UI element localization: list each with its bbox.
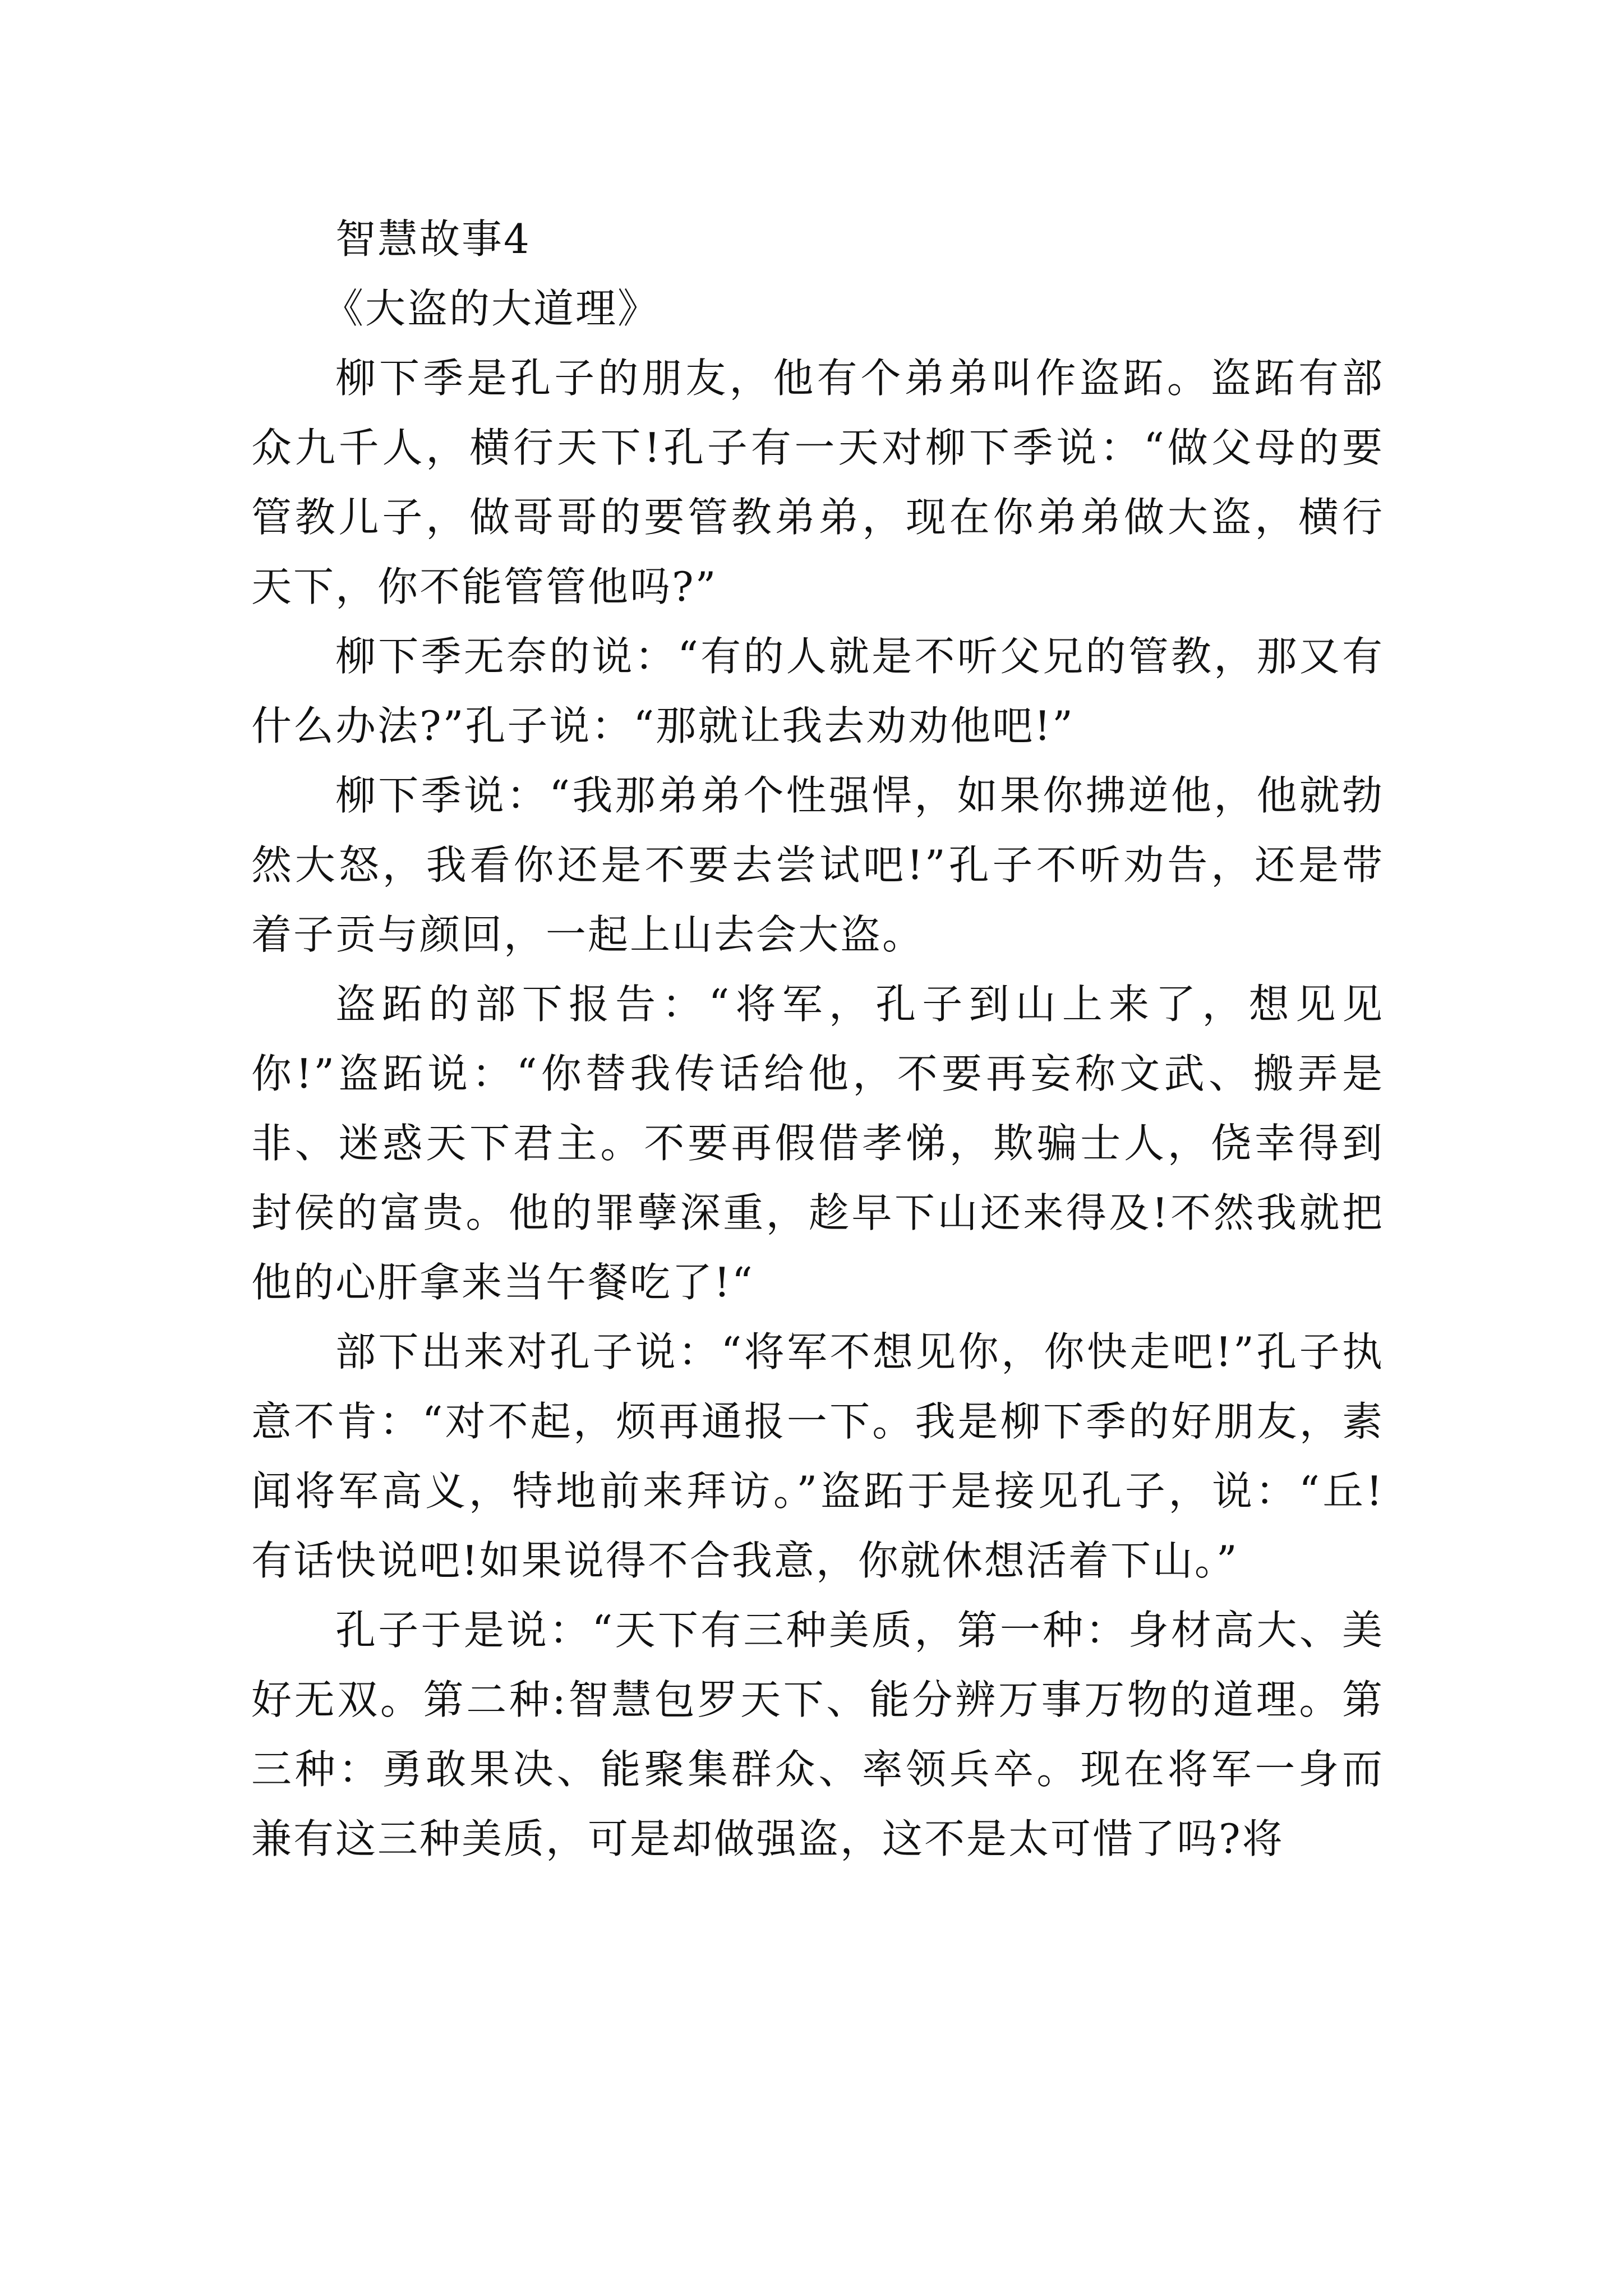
document-body bbox=[251, 204, 1384, 1874]
paragraph-3: 柳下季说：“我那弟弟个性强悍，如果你拂逆他，他就勃然大怒，我看你还是不要去尝试吧!”孔子不听劝告，还是带着子贡与颜回，一起上山去会大盗。 bbox=[251, 772, 1384, 958]
paragraph-6: 孔子于是说：“天下有三种美质，第一种：身材高大、美好无双。第二种:智慧包罗天下、能分辨万事万物的道理。第三种：勇敢果决、能聚集群众、率领兵卒。现在将军一身而兼有这三种美质，可是却做强盗，这不是太可惜了吗?将 bbox=[251, 1607, 1384, 1862]
story-title: 《大盗的大道理》 bbox=[323, 285, 660, 332]
paragraph-2: 柳下季无奈的说：“有的人就是不听父兄的管教，那又有什么办法?”孔子说：“那就让我去劝劝他吧!” bbox=[251, 633, 1384, 749]
paragraph-4: 盗跖的部下报告：“将军，孔子到山上来了，想见见你!”盗跖说：“你替我传话给他，不要再妄称文武、搬弄是非、迷惑天下君主。不要再假借孝悌，欺骗士人，侥幸得到封侯的富贵。他的罪孽深重，趁早下山还来得及!不然我就把他的心肝拿来当午餐吃了!“ bbox=[251, 981, 1384, 1306]
document-title: 智慧故事4 bbox=[335, 215, 531, 263]
paragraph-1: 柳下季是孔子的朋友，他有个弟弟叫作盗跖。盗跖有部众九千人，横行天下!孔子有一天对柳下季说：“做父母的要管教儿子，做哥哥的要管教弟弟，现在你弟弟做大盗，横行天下，你不能管管他吗?” bbox=[251, 355, 1384, 610]
paragraph-5: 部下出来对孔子说：“将军不想见你，你快走吧!”孔子执意不肯：“对不起，烦再通报一下。我是柳下季的好朋友，素闻将军高义，特地前来拜访。”盗跖于是接见孔子，说：“丘!有话快说吧!如果说得不合我意，你就休想活着下山。” bbox=[251, 1328, 1384, 1584]
